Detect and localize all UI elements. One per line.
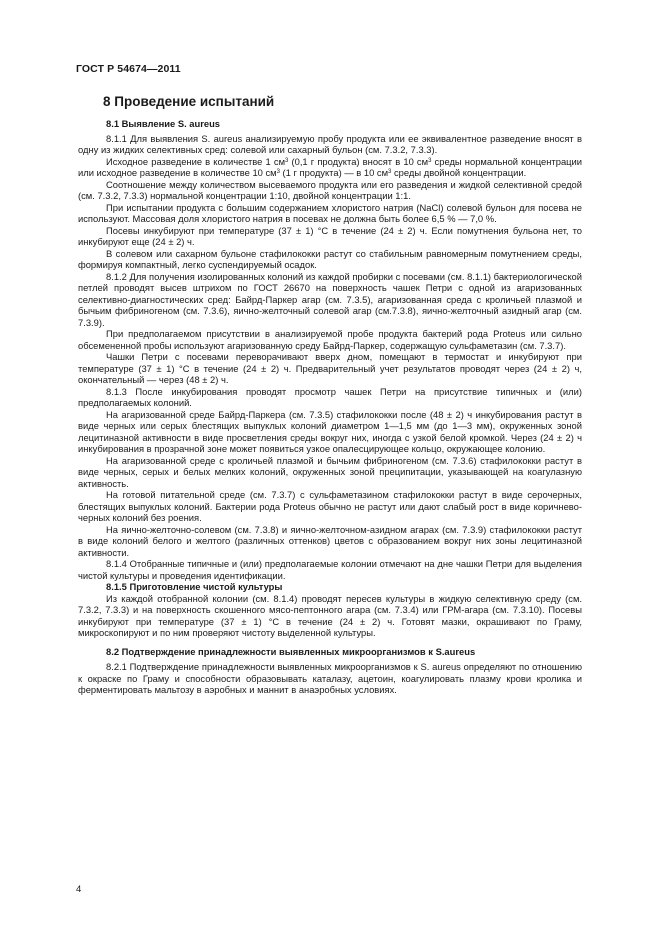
paragraph: 8.1.1 Для выявления S. aureus анализируемую пробу продукта или ее эквивалентное разведение вносят в одну из жидких селективных сред: солевой или сахарный бульон (см. 7.3.2, 7.3.3). [78, 132, 582, 155]
paragraph: На агаризованной среде Байрд-Паркера (см. 7.3.5) стафилококки после (48 ± 2) ч инкубирования растут в виде черных или серых блестящих выпуклых колоний диаметром 1—1,5 мм (до 1—3 мм), окруженных зоной лецитиназной активности в виде просветления среды вокруг них, иногда с узкой белой кромкой. Через (24 ± 2) ч инкубирования в прозрачной зоне может появиться узкое опалесцирующее кольцо, окружающее колонию. [78, 408, 582, 454]
paragraph: Посевы инкубируют при температуре (37 ± 1) °С в течение (24 ± 2) ч. Если помутнения бульона нет, то инкубируют еще (24 ± 2) ч. [78, 224, 582, 247]
paragraph: 8.2.1 Подтверждение принадлежности выявленных микроорганизмов к S. aureus определяют по отношению к окраске по Граму и способности образовывать каталазу, ацетоин, коагулировать плазму крови кролика и ферментировать мальтозу в аэробных и маннит в анаэробных условиях. [78, 661, 582, 695]
section-title: 8 Проведение испытаний [103, 94, 275, 109]
paragraph: Из каждой отобранной колонии (см. 8.1.4) проводят пересев культуры в жидкую селективную среду (см. 7.3.2, 7.3.3) и на поверхность скошенного мясо-пептонного агара (см. 7.3.4) или ГРМ-агара (см. 7.3.10). Посевы инкубируют при температуре (37 ± 1) °С в течение (24 ± 2) ч. Готовят мазки, окрашивают по Граму, микроскопируют и по ним проверяют чистоту выделенной культуры. [78, 592, 582, 638]
paragraph: На агаризованной среде с кроличьей плазмой и бычьим фибриногеном (см. 7.3.6) стафилококки растут в виде черных, серых и белых мелких колоний, окруженных зоной преципитации, указывающей на коагулазную активность. [78, 454, 582, 489]
paragraph: На яично-желточно-солевом (см. 7.3.8) и яично-желточном-азидном агарах (см. 7.3.9) стафилококки растут в виде колоний белого и желтого (различных оттенков) цветов с образованием вокруг них зоны лецитиназной активности. [78, 523, 582, 558]
paragraph: При предполагаемом присутствии в анализируемой пробе продукта бактерий рода Proteus или сильно обсемененной пробы используют агаризованную среду Байрд-Паркер, содержащую сульфаметазин (см. 7.3.7). [78, 328, 582, 351]
paragraph: 8.1.3 После инкубирования проводят просмотр чашек Петри на присутствие типичных и (или) предполагаемых колоний. [78, 385, 582, 408]
subsection-8-2-heading: 8.2 Подтверждение принадлежности выявленных микроорганизмов к S.aureus [106, 645, 476, 657]
document-body [78, 114, 582, 696]
document-code: ГОСТ Р 54674—2011 [76, 63, 181, 75]
paragraph: На готовой питательной среде (см. 7.3.7) с сульфаметазином стафилококки растут в виде серочерных, блестящих выпуклых колоний. Бактерии рода Proteus обычно не растут или дают слабый рост в виде коричнево-черных колоний без роения. [78, 489, 582, 523]
paragraph: В солевом или сахарном бульоне стафилококки растут со стабильным равномерным помутнением среды, формируя компактный, легко суспендируемый осадок. [78, 247, 582, 270]
paragraph: Соотношение между количеством высеваемого продукта или его разведения и жидкой селективной средой (см. 7.3.2, 7.3.3) нормальной концентрации 1:10, двойной концентрации 1:1. [78, 178, 582, 201]
paragraph: При испытании продукта с большим содержанием хлористого натрия (NaCl) солевой бульон для посева не используют. Массовая доля хлористого натрия в посевах не должна быть более 6,5 % — 7,0 %. [78, 201, 582, 224]
paragraph: Исходное разведение в количестве 1 $см^3$ (0,1 г продукта) вносят в 10 $см^3$ среды нормальной концентрации или исходное разведение в количестве 10 $см^3$ (1 г продукта) — в 10 $см^3$ среды двойной концентрации. [78, 155, 583, 178]
paragraph: Чашки Петри с посевами переворачивают вверх дном, помещают в термостат и инкубируют при температуре (37 ± 1) °С в течение (24 ± 2) ч. Предварительный учет результатов проводят через (24 ± 2) ч, окончательный — через (48 ± 2) ч. [78, 351, 582, 385]
paragraph: 8.1.4 Отобранные типичные и (или) предполагаемые колонии отмечают на дне чашки Петри для выделения чистой культуры и проведения идентификации. [78, 558, 582, 581]
subsection-8-1-heading: 8.1 Выявление S. aureus [106, 118, 221, 129]
page-number: 4 [76, 884, 82, 895]
paragraph: 8.1.2 Для получения изолированных колоний из каждой пробирки с посевами (см. 8.1.1) бактериологической петлей проводят высев штрихом по ГОСТ 26670 на поверхность чашек Петри с одной из агаризованных селективно-диагностических сред: Байрд-Паркер агар (см. 7.3.5), агаризованная среда с кроличьей плазмой и бычьим фибриногеном (см. 7.3.6), яично-желточный солевой агар (см.7.3.8), яично-желточный азидный агар (см. 7.3.9). [78, 270, 582, 328]
subsection-8-1-5-heading: 8.1.5 Приготовление чистой культуры [106, 581, 283, 592]
